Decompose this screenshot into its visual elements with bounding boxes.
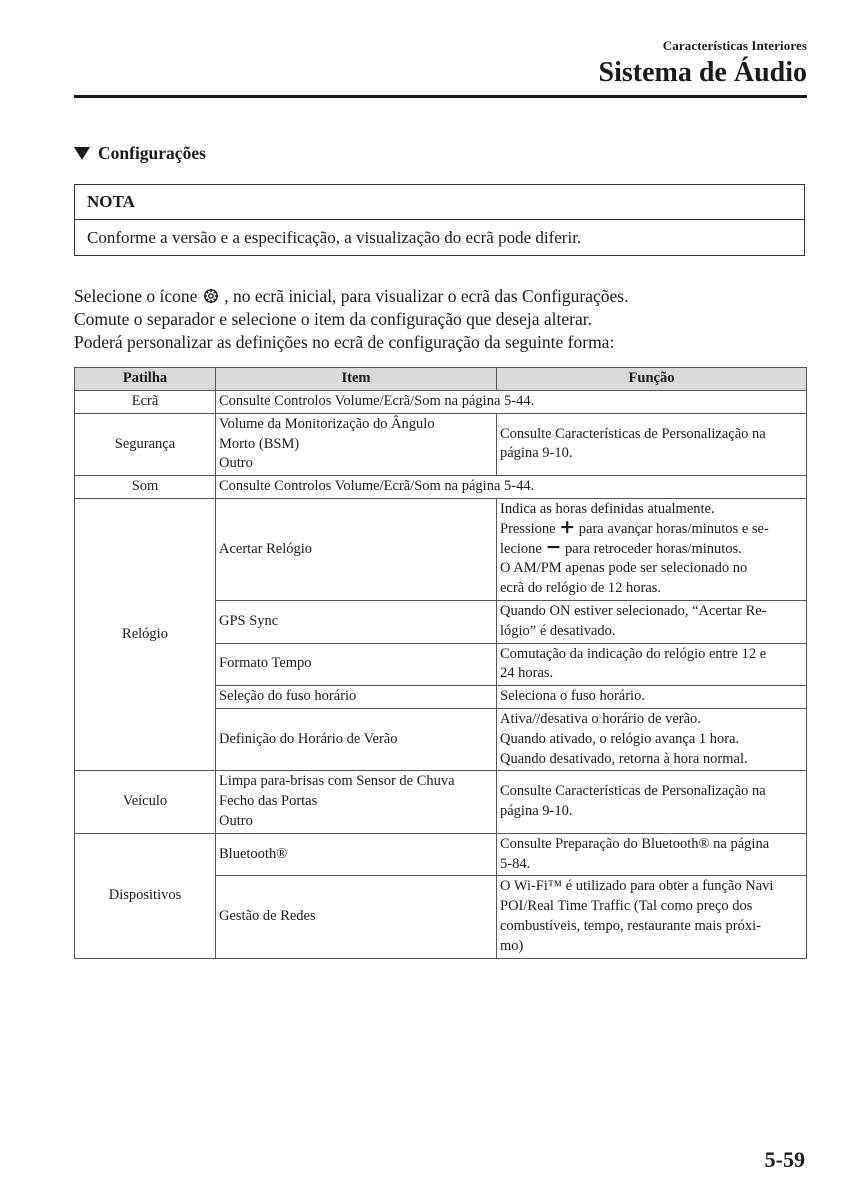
- function-cell-veiculo: [497, 771, 807, 833]
- table-row: [75, 771, 807, 833]
- tab-cell-dispositivos: Dispositivos: [75, 833, 216, 958]
- plus-icon: +: [559, 515, 576, 538]
- tab-cell-relogio: Relógio: [75, 498, 216, 770]
- intro-line-1-after: , no ecrã inicial, para visualizar o ecrã das Configurações.: [224, 286, 629, 306]
- note-box: [74, 184, 805, 256]
- note-title: NOTA: [75, 185, 804, 220]
- header-funcao: Função: [497, 368, 807, 391]
- intro-text: [74, 285, 814, 354]
- item-cell-seguranca: [216, 413, 497, 475]
- function-line: Consulte Características de Personalização na: [500, 783, 766, 800]
- function-line: 24 horas.: [500, 665, 554, 682]
- table-header-row: [75, 368, 807, 391]
- function-cell-formato-tempo: [497, 643, 807, 686]
- header-patilha: Patilha: [75, 368, 216, 391]
- function-line: ecrã do relógio de 12 horas.: [500, 580, 662, 597]
- section-heading-text: Configurações: [98, 143, 206, 163]
- function-line: O Wi-Fi™ é utilizado para obter a função Navi: [500, 878, 774, 895]
- page-number: 5-59: [764, 1147, 805, 1172]
- function-line: Indica as horas definidas atualmente.: [500, 500, 715, 517]
- item-line: Outro: [219, 812, 253, 829]
- table-row: [75, 391, 807, 414]
- item-cell-horario-verao: Definição do Horário de Verão: [216, 708, 497, 770]
- function-text: lecione: [500, 540, 542, 557]
- function-cell-bluetooth: [497, 833, 807, 876]
- function-line: Consulte Características de Personalização na: [500, 425, 766, 442]
- function-cell-gps-sync: [497, 600, 807, 643]
- function-text: Pressione: [500, 520, 556, 537]
- triangle-down-icon: [74, 147, 90, 160]
- function-cell-gestao-redes: [497, 876, 807, 958]
- item-line: Limpa para-brisas com Sensor de Chuva: [219, 773, 455, 790]
- table-row: [75, 413, 807, 475]
- function-cell-horario-verao: [497, 708, 807, 770]
- item-cell-bluetooth: Bluetooth®: [216, 833, 497, 876]
- function-line: página 9-10.: [500, 445, 573, 462]
- item-cell-veiculo: [216, 771, 497, 833]
- function-line: O AM/PM apenas pode ser selecionado no: [500, 560, 748, 577]
- note-body: Conforme a versão e a especificação, a visualização do ecrã pode diferir.: [87, 228, 582, 247]
- function-line: POI/Real Time Traffic (Tal como preço dos: [500, 898, 753, 915]
- intro-line-1: [74, 285, 814, 308]
- item-cell-som: Consulte Controlos Volume/Ecrã/Som na página 5-44.: [216, 476, 807, 499]
- section-heading: [74, 143, 206, 164]
- intro-line-2: Comute o separador e selecione o item da configuração que deseja alterar.: [74, 309, 592, 329]
- item-cell-gestao-redes: Gestão de Redes: [216, 876, 497, 958]
- table-row: [75, 498, 807, 600]
- function-line: 5-84.: [500, 855, 531, 872]
- header-item: Item: [216, 368, 497, 391]
- function-cell-seguranca: [497, 413, 807, 475]
- item-cell-acertar-relogio: Acertar Relógio: [216, 498, 497, 600]
- function-line: Quando ativado, o relógio avança 1 hora.: [500, 730, 740, 747]
- chapter-label: Características Interiores: [662, 38, 807, 53]
- tab-cell-ecra: Ecrã: [75, 391, 216, 414]
- item-line: Fecho das Portas: [219, 793, 318, 810]
- function-line: Consulte Preparação do Bluetooth® na página: [500, 835, 770, 852]
- tab-cell-som: Som: [75, 476, 216, 499]
- settings-table: [74, 367, 807, 959]
- function-line: Comutação da indicação do relógio entre 12 e: [500, 645, 767, 662]
- function-text: para retroceder horas/minutos.: [565, 540, 742, 557]
- tab-cell-seguranca: Segurança: [75, 413, 216, 475]
- intro-line-1-before: Selecione o ícone: [74, 286, 198, 306]
- function-cell-acertar-relogio: [497, 498, 807, 600]
- item-line: Volume da Monitorização do Ângulo: [219, 415, 435, 432]
- function-line: Quando desativado, retorna à hora normal.: [500, 750, 748, 767]
- table-row: [75, 833, 807, 876]
- table-row: [75, 476, 807, 499]
- intro-line-3: Poderá personalizar as definições no ecrã de configuração da seguinte forma:: [74, 332, 615, 352]
- item-cell-ecra: Consulte Controlos Volume/Ecrã/Som na página 5-44.: [216, 391, 807, 414]
- header-divider: [74, 95, 807, 98]
- minus-icon: −: [545, 535, 562, 558]
- function-line: lógio” é desativado.: [500, 622, 616, 639]
- function-line: [500, 535, 803, 560]
- item-line: Outro: [219, 455, 253, 472]
- function-line: Ativa//desativa o horário de verão.: [500, 710, 701, 727]
- item-cell-gps-sync: GPS Sync: [216, 600, 497, 643]
- settings-gear-icon: [203, 288, 219, 304]
- function-line: página 9-10.: [500, 803, 573, 820]
- function-line: combustíveis, tempo, restaurante mais próxi-: [500, 917, 761, 934]
- function-line: Quando ON estiver selecionado, “Acertar Re-: [500, 602, 767, 619]
- item-cell-fuso-horario: Seleção do fuso horário: [216, 686, 497, 709]
- item-cell-formato-tempo: Formato Tempo: [216, 643, 497, 686]
- function-line: mo): [500, 937, 524, 954]
- item-line: Morto (BSM): [219, 435, 300, 452]
- page-title: Sistema de Áudio: [598, 57, 807, 88]
- tab-cell-veiculo: Veículo: [75, 771, 216, 833]
- function-cell-fuso-horario: Seleciona o fuso horário.: [497, 686, 807, 709]
- function-text: para avançar horas/minutos e se-: [578, 520, 769, 537]
